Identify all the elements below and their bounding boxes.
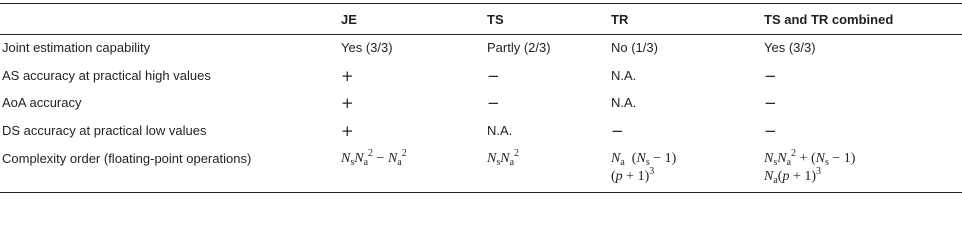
cell-tstr-as-accuracy: − xyxy=(764,67,777,85)
header-tr: TR xyxy=(611,12,629,27)
row-label-aoa-accuracy: AoA accuracy xyxy=(2,95,82,110)
table-bottom-rule xyxy=(0,192,962,193)
cell-je-aoa-accuracy: + xyxy=(341,94,354,112)
cell-ts-joint-estimation: Partly (2/3) xyxy=(487,40,551,55)
cell-ts-complexity: $N_sN_a^2$ xyxy=(487,148,520,168)
cell-ts-ds-accuracy: N.A. xyxy=(487,123,513,138)
cell-tr-joint-estimation: No (1/3) xyxy=(611,40,658,55)
cell-tr-ds-accuracy: − xyxy=(611,122,624,140)
cell-ts-aoa-accuracy: − xyxy=(487,94,500,112)
cell-tstr-joint-estimation: Yes (3/3) xyxy=(764,40,816,55)
cell-tr-complexity-line2: $(p + 1)^3$ xyxy=(611,166,655,184)
cell-je-joint-estimation: Yes (3/3) xyxy=(341,40,393,55)
cell-tstr-aoa-accuracy: − xyxy=(764,94,777,112)
cell-ts-as-accuracy: − xyxy=(487,67,500,85)
header-ts: TS xyxy=(487,12,504,27)
table-header-rule xyxy=(0,34,962,35)
cell-tstr-ds-accuracy: − xyxy=(764,122,777,140)
table-top-rule xyxy=(0,3,962,4)
row-label-as-accuracy: AS accuracy at practical high values xyxy=(2,68,211,83)
cell-tstr-complexity-line1: $N_sN_a^2 + (N_s - 1)$ xyxy=(764,148,856,168)
cell-je-ds-accuracy: + xyxy=(341,122,354,140)
cell-je-as-accuracy: + xyxy=(341,67,354,85)
cell-tr-complexity-line1: $N_a$ $(N_s - 1)$ xyxy=(611,151,677,168)
cell-tr-aoa-accuracy: N.A. xyxy=(611,95,637,110)
header-ts-tr-combined: TS and TR combined xyxy=(764,12,894,27)
row-label-ds-accuracy: DS accuracy at practical low values xyxy=(2,123,207,138)
row-label-complexity: Complexity order (floating-point operations) xyxy=(2,151,252,166)
cell-je-complexity: $N_sN_a^2 - N_a^2$ xyxy=(341,148,407,168)
row-label-joint-estimation: Joint estimation capability xyxy=(2,40,151,55)
header-je: JE xyxy=(341,12,357,27)
cell-tstr-complexity-line2: $N_a(p + 1)^3$ xyxy=(764,166,822,186)
cell-tr-as-accuracy: N.A. xyxy=(611,68,637,83)
